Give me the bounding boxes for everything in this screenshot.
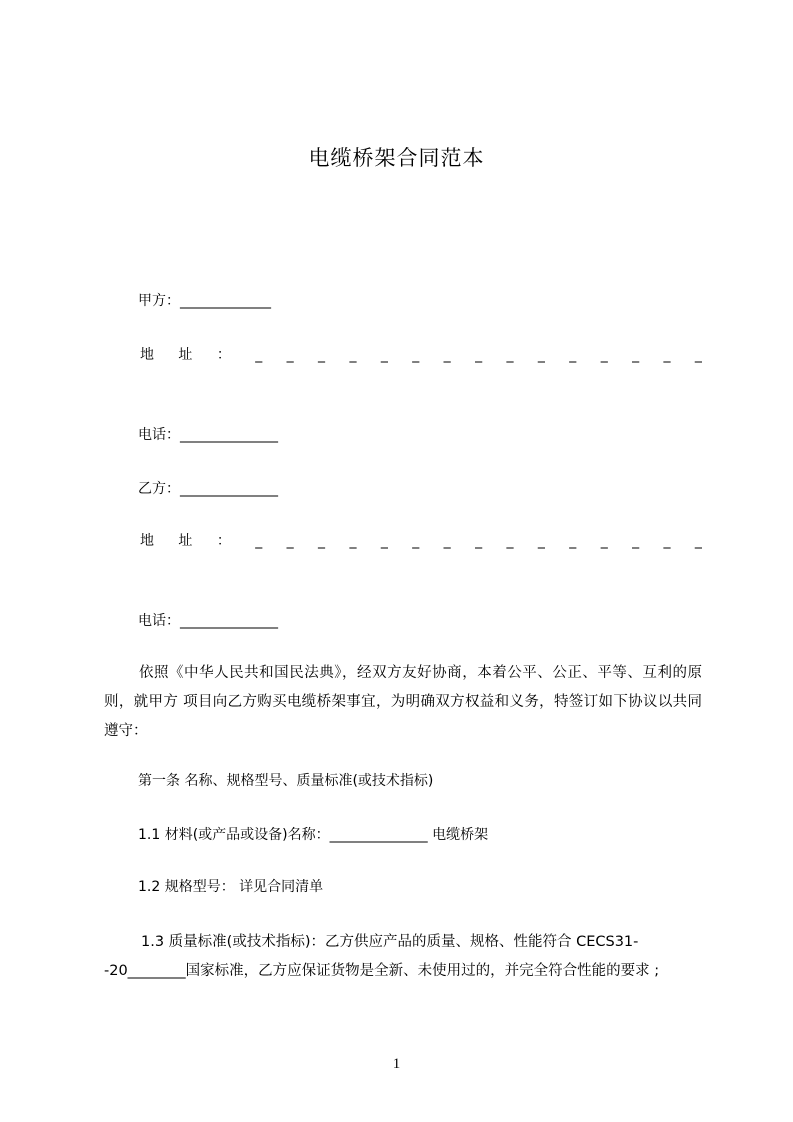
party-b-address-char: _ bbox=[255, 533, 263, 549]
party-b-phone: 电话：______________ bbox=[138, 613, 278, 629]
party-b-address-char: 地 bbox=[140, 533, 154, 549]
party-b-address-char: _ bbox=[318, 533, 326, 549]
party-a-address-char: _ bbox=[506, 347, 514, 363]
party-a-address-char: _ bbox=[349, 347, 357, 363]
party-b-address-char: _ bbox=[569, 533, 577, 549]
party-b-label: 乙方：______________ bbox=[138, 481, 278, 497]
document-title: 电缆桥架合同范本 bbox=[308, 146, 485, 170]
article-1-heading: 第一条 名称、规格型号、质量标准(或技术指标) bbox=[138, 773, 434, 789]
party-b-address-char: _ bbox=[286, 533, 294, 549]
party-b-address-char: _ bbox=[412, 533, 420, 549]
party-a-address-char: _ bbox=[380, 347, 388, 363]
party-b-address-char: _ bbox=[663, 533, 671, 549]
party-a-address-char: 址 bbox=[178, 347, 193, 363]
clause-1-1: 1.1 材料(或产品或设备)名称：______________ 电缆桥架 bbox=[138, 827, 489, 843]
party-b-address-char: 址 bbox=[178, 533, 193, 549]
party-a-address-char: _ bbox=[600, 347, 608, 363]
party-a-address-char: _ bbox=[569, 347, 577, 363]
party-a-address bbox=[140, 345, 702, 365]
party-a-address-char: _ bbox=[694, 347, 702, 363]
party-b-address-char: _ bbox=[694, 533, 702, 549]
party-a-address-char: _ bbox=[537, 347, 545, 363]
party-b-address-char: _ bbox=[349, 533, 357, 549]
party-b-address-char: _ bbox=[600, 533, 608, 549]
party-a-address-char: _ bbox=[632, 347, 640, 363]
party-a-address-char: _ bbox=[286, 347, 294, 363]
party-a-address-char: _ bbox=[412, 347, 420, 363]
clause-1-3: 1.3 质量标准(或技术指标)：乙方供应产品的质量、规格、性能符合 CECS31--20________国家标准，乙方应保证货物是全新、未使用过的，并完全符合性能的要求 ; bbox=[104, 934, 660, 979]
party-a-address-char: 地 bbox=[140, 347, 154, 363]
party-a-address-char: _ bbox=[443, 347, 451, 363]
party-b-address-char: _ bbox=[475, 533, 483, 549]
party-b-address-char: _ bbox=[632, 533, 640, 549]
party-b-address-char: _ bbox=[443, 533, 451, 549]
party-a-address-char: ： bbox=[216, 347, 231, 363]
party-b-address-char: _ bbox=[537, 533, 545, 549]
party-a-label: 甲方：_____________ bbox=[138, 293, 271, 309]
party-b-address-char: ： bbox=[216, 533, 231, 549]
party-b-address-char: _ bbox=[380, 533, 388, 549]
party-a-address-char: _ bbox=[663, 347, 671, 363]
party-a-address-char: _ bbox=[318, 347, 326, 363]
party-b-address bbox=[140, 531, 702, 551]
party-a-phone: 电话：______________ bbox=[138, 427, 278, 443]
intro-paragraph: 依照《中华人民共和国民法典》，经双方友好协商，本着公平、公正、平等、互利的原则，就甲方 项目向乙方购买电缆桥架事宜，为明确双方权益和义务，特签订如下协议以共同遵守： bbox=[104, 665, 702, 739]
party-a-address-char: _ bbox=[255, 347, 263, 363]
party-a-address-char: _ bbox=[475, 347, 483, 363]
clause-1-2: 1.2 规格型号： 详见合同清单 bbox=[138, 879, 324, 895]
party-b-address-char: _ bbox=[506, 533, 514, 549]
page-number: 1 bbox=[392, 1056, 401, 1072]
